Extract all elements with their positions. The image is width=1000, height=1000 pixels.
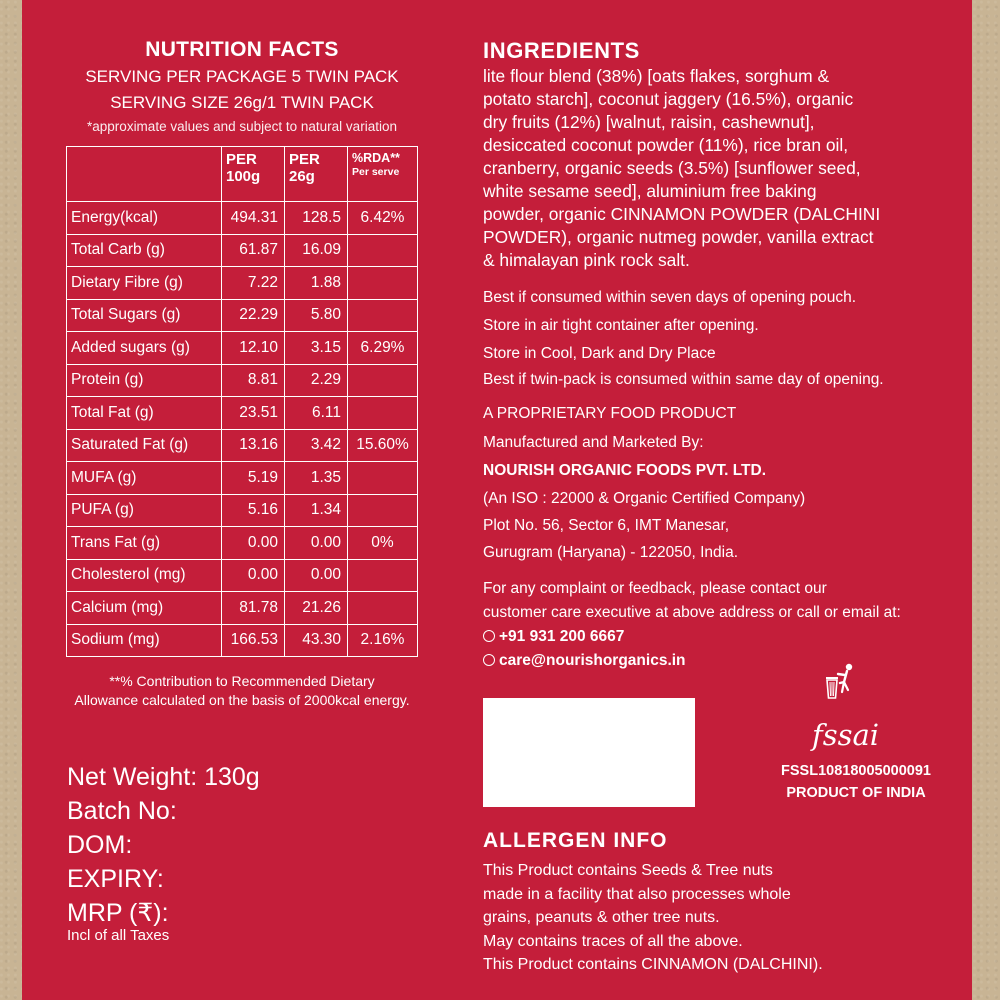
ingredients-title: INGREDIENTS	[483, 38, 640, 63]
contact-line-1: For any complaint or feedback, please contact our	[483, 580, 827, 597]
phone-number: +91 931 200 6667	[483, 628, 624, 646]
net-weight: Net Weight: 130g	[67, 763, 260, 791]
header-per-26g: PER 26g	[285, 147, 348, 202]
table-row: Total Carb (g) 61.87 16.09	[67, 234, 418, 267]
dispose-bin-icon	[822, 662, 860, 702]
mrp: MRP (₹):	[67, 899, 169, 927]
rda-footnote: **% Contribution to Recommended Dietary Allowance calculated on the basis of 2000kcal energy.	[74, 673, 410, 708]
dom: DOM:	[67, 831, 133, 859]
fssai-logo: fssai	[812, 718, 880, 752]
header-rda: %RDA** Per serve	[348, 147, 418, 202]
storage-line-2: Store in air tight container after opening.	[483, 317, 759, 334]
allergen-title: ALLERGEN INFO	[483, 829, 668, 852]
company-iso: (An ISO : 22000 & Organic Certified Company)	[483, 490, 806, 507]
contact-line-2: customer care executive at above address or call or email at:	[483, 604, 901, 621]
expiry: EXPIRY:	[67, 865, 164, 893]
serving-size: SERVING SIZE 26g/1 TWIN PACK	[110, 93, 374, 112]
mail-icon	[483, 654, 495, 666]
table-row: Calcium (mg) 81.78 21.26	[67, 592, 418, 625]
nutrition-table	[66, 146, 418, 657]
storage-line-1: Best if consumed within seven days of opening pouch.	[483, 289, 857, 306]
header-per-100g: PER 100g	[222, 147, 285, 202]
table-row: Total Fat (g) 23.51 6.11	[67, 397, 418, 430]
fssai-license: FSSL10818005000091 PRODUCT OF INDIA	[781, 763, 931, 801]
proprietary-food: A PROPRIETARY FOOD PRODUCT	[483, 405, 737, 422]
address-line-1: Plot No. 56, Sector 6, IMT Manesar,	[483, 517, 730, 534]
approximate-note: *approximate values and subject to natural variation	[87, 119, 397, 134]
table-row: Total Sugars (g) 22.29 5.80	[67, 299, 418, 332]
company-name: NOURISH ORGANIC FOODS PVT. LTD.	[483, 462, 767, 479]
table-row: Sodium (mg) 166.53 43.30 2.16%	[67, 624, 418, 657]
email-address: care@nourishorganics.in	[483, 652, 686, 670]
table-row: Energy(kcal) 494.31 128.5 6.42%	[67, 202, 418, 235]
storage-line-3: Store in Cool, Dark and Dry Place	[483, 345, 716, 362]
serving-per-package: SERVING PER PACKAGE 5 TWIN PACK	[85, 67, 399, 86]
table-row: Cholesterol (mg) 0.00 0.00	[67, 559, 418, 592]
table-row: PUFA (g) 5.16 1.34	[67, 494, 418, 527]
incl-taxes: Incl of all Taxes	[67, 927, 170, 944]
address-line-2: Gurugram (Haryana) - 122050, India.	[483, 544, 739, 561]
manufactured-by: Manufactured and Marketed By:	[483, 434, 704, 451]
batch-no: Batch No:	[67, 797, 177, 825]
table-row: Saturated Fat (g) 13.16 3.42 15.60%	[67, 429, 418, 462]
nutrition-title: NUTRITION FACTS	[145, 38, 339, 61]
table-row: MUFA (g) 5.19 1.35	[67, 462, 418, 495]
header-blank	[67, 147, 222, 202]
table-row: Protein (g) 8.81 2.29	[67, 364, 418, 397]
table-header-row	[67, 147, 418, 202]
allergen-text: This Product contains Seeds & Tree nuts made in a facility that also processes whole grains, peanuts & other tree nuts. May contains traces of all the above. This Product contains CINNAMON (DALCHINI).	[483, 862, 823, 973]
table-row: Trans Fat (g) 0.00 0.00 0%	[67, 527, 418, 560]
table-row: Dietary Fibre (g) 7.22 1.88	[67, 267, 418, 300]
barcode-area	[483, 698, 695, 807]
table-row: Added sugars (g) 12.10 3.15 6.29%	[67, 332, 418, 365]
label-panel	[22, 0, 972, 1000]
phone-icon	[483, 630, 495, 642]
storage-line-4: Best if twin-pack is consumed within same day of opening.	[483, 371, 884, 388]
ingredients-text: lite flour blend (38%) [oats flakes, sorghum & potato starch], coconut jaggery (16.5%), organic dry fruits (12%) [walnut, raisin, cashewnut], desiccated coconut powder (11%), rice bran oil, cranberry, organic seeds (3.5%) [sunflower seed, white sesame seed], aluminium free baking powder, organic CINNAMON POWDER (DALCHINI POWDER), organic nutmeg powder, vanilla extract & himalayan pink rock salt.	[483, 66, 881, 270]
